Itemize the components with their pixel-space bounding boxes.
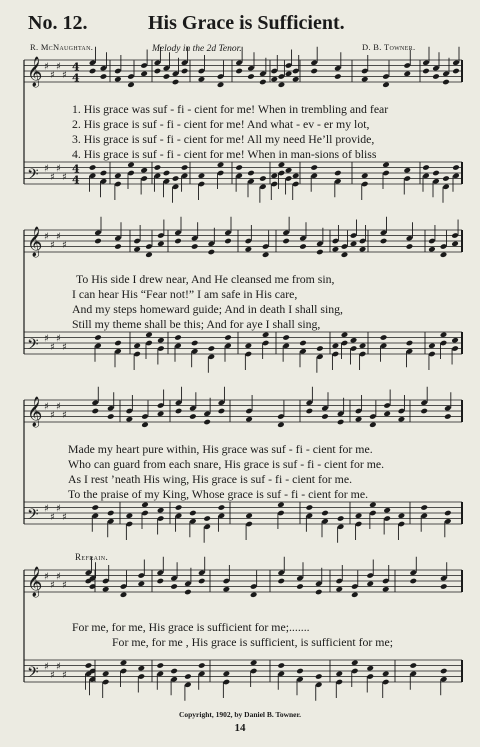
note-head bbox=[361, 76, 369, 83]
treble-clef-icon: 𝄞 bbox=[27, 226, 43, 257]
note-head bbox=[292, 172, 300, 179]
note-head bbox=[198, 578, 206, 585]
note-head bbox=[184, 589, 192, 596]
lyric-line: And my steps homeward guide; And in death I shall sing, bbox=[72, 302, 343, 316]
note-head bbox=[100, 73, 108, 80]
note-head bbox=[224, 238, 232, 245]
note-head bbox=[409, 578, 417, 585]
note-head bbox=[270, 172, 278, 179]
sharp-icon: ♯ bbox=[62, 69, 67, 81]
note-head bbox=[127, 161, 135, 168]
lyric-line: To the praise of my King, Whose grace is suf - fi - cient for me. bbox=[68, 487, 369, 501]
note-head bbox=[278, 161, 286, 168]
note-head bbox=[245, 512, 253, 519]
bass-clef-icon: 𝄢 bbox=[27, 505, 39, 527]
note-head bbox=[444, 510, 452, 517]
note-head bbox=[235, 164, 243, 171]
note-head bbox=[315, 589, 323, 596]
treble-clef-icon: 𝄞 bbox=[27, 396, 43, 427]
note-head bbox=[184, 673, 192, 680]
sharp-icon: ♯ bbox=[62, 669, 67, 681]
note-head bbox=[140, 167, 148, 174]
note-head bbox=[114, 172, 122, 179]
treble-clef-icon: 𝄞 bbox=[27, 566, 43, 597]
note-head bbox=[306, 408, 314, 415]
note-head bbox=[341, 331, 349, 338]
note-head bbox=[355, 512, 363, 519]
sharp-icon: ♯ bbox=[44, 61, 49, 73]
note-head bbox=[198, 172, 206, 179]
lyric-line: For me, for me , His grace is sufficient, is sufficient for me; bbox=[112, 635, 393, 649]
note-head bbox=[189, 413, 197, 420]
note-head bbox=[126, 512, 134, 519]
time-signature: 4 bbox=[72, 71, 80, 85]
note-head bbox=[114, 76, 122, 83]
note-head bbox=[120, 659, 128, 666]
sharp-icon: ♯ bbox=[50, 579, 55, 591]
note-head bbox=[296, 668, 304, 675]
note-head bbox=[355, 416, 363, 423]
sharp-icon: ♯ bbox=[50, 669, 55, 681]
note-head bbox=[409, 662, 417, 669]
note-head bbox=[141, 501, 149, 508]
sharp-icon: ♯ bbox=[56, 61, 61, 73]
refrain-label: Refrain. bbox=[75, 552, 109, 562]
bass-clef-icon: 𝄢 bbox=[27, 663, 39, 685]
note-head bbox=[223, 670, 231, 677]
note-head bbox=[403, 167, 411, 174]
note-head bbox=[334, 73, 342, 80]
note-head bbox=[170, 668, 178, 675]
note-head bbox=[163, 73, 171, 80]
note-head bbox=[285, 70, 293, 77]
sharp-icon: ♯ bbox=[44, 333, 49, 345]
lyric-line: To His side I drew near, And He cleansed me from sin, bbox=[76, 272, 335, 286]
note-head bbox=[218, 408, 226, 415]
note-head bbox=[350, 337, 358, 344]
note-head bbox=[102, 670, 110, 677]
lyric-line: Who can guard from each snare, His grace is suf - fi - cient for me. bbox=[68, 457, 385, 471]
note-head bbox=[247, 73, 255, 80]
note-head bbox=[163, 170, 171, 177]
note-head bbox=[403, 70, 411, 77]
time-signature: 4 bbox=[72, 162, 80, 176]
sharp-icon: ♯ bbox=[56, 231, 61, 243]
note-head bbox=[203, 419, 211, 426]
note-head bbox=[208, 345, 216, 352]
note-head bbox=[361, 172, 369, 179]
note-head bbox=[440, 583, 448, 590]
note-head bbox=[380, 334, 388, 341]
sharp-icon: ♯ bbox=[56, 163, 61, 175]
note-head bbox=[296, 583, 304, 590]
note-head bbox=[145, 251, 153, 258]
note-head bbox=[382, 161, 390, 168]
note-head bbox=[337, 419, 345, 426]
note-head bbox=[432, 170, 440, 177]
note-head bbox=[306, 504, 314, 511]
note-head bbox=[91, 504, 99, 511]
note-head bbox=[292, 76, 300, 83]
note-head bbox=[277, 662, 285, 669]
note-head bbox=[94, 238, 102, 245]
note-head bbox=[157, 337, 165, 344]
note-head bbox=[282, 238, 290, 245]
note-head bbox=[351, 591, 359, 598]
lyric-line: 2. His grace is suf - fi - cient for me! And what - ev - er my lot, bbox=[72, 117, 370, 131]
note-head bbox=[154, 68, 162, 75]
note-head bbox=[235, 68, 243, 75]
note-head bbox=[174, 334, 182, 341]
note-head bbox=[315, 673, 323, 680]
note-head bbox=[382, 586, 390, 593]
sharp-icon: ♯ bbox=[44, 231, 49, 243]
note-head bbox=[398, 416, 406, 423]
sharp-icon: ♯ bbox=[44, 571, 49, 583]
sharp-icon: ♯ bbox=[56, 661, 61, 673]
note-head bbox=[452, 164, 460, 171]
note-head bbox=[191, 340, 199, 347]
note-head bbox=[341, 251, 349, 258]
note-head bbox=[428, 342, 436, 349]
sharp-icon: ♯ bbox=[44, 401, 49, 413]
note-head bbox=[428, 246, 436, 253]
bass-clef-icon: 𝄢 bbox=[27, 165, 39, 187]
note-head bbox=[259, 79, 267, 86]
note-head bbox=[420, 408, 428, 415]
note-head bbox=[138, 580, 146, 587]
lyric-line: 4. His grace is suf - fi - cient for me! When in man-sions of bliss bbox=[72, 147, 377, 161]
note-head bbox=[133, 246, 141, 253]
note-head bbox=[335, 586, 343, 593]
note-head bbox=[181, 68, 189, 75]
note-head bbox=[422, 68, 430, 75]
note-head bbox=[170, 583, 178, 590]
sharp-icon: ♯ bbox=[50, 511, 55, 523]
note-head bbox=[451, 337, 459, 344]
note-head bbox=[172, 79, 180, 86]
note-head bbox=[218, 504, 226, 511]
treble-clef-icon: 𝄞 bbox=[27, 56, 43, 87]
note-head bbox=[337, 515, 345, 522]
lyric-line: As I rest ’neath His wing, His grace is suf - fi - cient for me. bbox=[68, 472, 353, 486]
note-head bbox=[91, 408, 99, 415]
lyric-line: 1. His grace was suf - fi - cient for me! When in trembling and fear bbox=[72, 102, 389, 116]
note-head bbox=[203, 515, 211, 522]
note-head bbox=[359, 246, 367, 253]
note-head bbox=[157, 240, 165, 247]
note-head bbox=[350, 240, 358, 247]
note-head bbox=[224, 334, 232, 341]
note-head bbox=[321, 413, 329, 420]
page-number: 14 bbox=[234, 722, 246, 734]
note-head bbox=[440, 668, 448, 675]
note-head bbox=[440, 251, 448, 258]
note-head bbox=[250, 591, 258, 598]
note-head bbox=[262, 331, 270, 338]
note-head bbox=[335, 670, 343, 677]
composer-credit: D. B. Towner. bbox=[362, 42, 416, 52]
note-head bbox=[285, 167, 293, 174]
note-head bbox=[420, 504, 428, 511]
note-head bbox=[432, 73, 440, 80]
note-head bbox=[262, 251, 270, 258]
note-head bbox=[245, 246, 253, 253]
note-head bbox=[157, 507, 165, 514]
copyright-notice: Copyright, 1902, by Daniel B. Towner. bbox=[178, 710, 302, 719]
sharp-icon: ♯ bbox=[56, 571, 61, 583]
note-head bbox=[181, 164, 189, 171]
note-head bbox=[369, 501, 377, 508]
note-head bbox=[398, 512, 406, 519]
note-head bbox=[140, 70, 148, 77]
note-head bbox=[310, 164, 318, 171]
sharp-icon: ♯ bbox=[56, 503, 61, 515]
note-head bbox=[422, 164, 430, 171]
hymn-title: His Grace is Sufficient. bbox=[148, 12, 345, 34]
note-head bbox=[351, 659, 359, 666]
note-head bbox=[157, 410, 165, 417]
note-head bbox=[278, 81, 286, 88]
note-head bbox=[332, 342, 340, 349]
note-head bbox=[366, 580, 374, 587]
note-head bbox=[270, 76, 278, 83]
note-head bbox=[107, 510, 115, 517]
sharp-icon: ♯ bbox=[62, 511, 67, 523]
note-head bbox=[442, 175, 450, 182]
note-head bbox=[156, 578, 164, 585]
note-head bbox=[359, 342, 367, 349]
note-head bbox=[282, 334, 290, 341]
note-head bbox=[451, 240, 459, 247]
note-head bbox=[406, 340, 414, 347]
note-head bbox=[120, 591, 128, 598]
sharp-icon: ♯ bbox=[62, 341, 67, 353]
note-head bbox=[316, 249, 324, 256]
sharp-icon: ♯ bbox=[50, 409, 55, 421]
note-head bbox=[452, 68, 460, 75]
melody-note: Melody in the 2d Tenor. bbox=[152, 44, 242, 54]
note-head bbox=[277, 421, 285, 428]
note-head bbox=[114, 340, 122, 347]
sharp-icon: ♯ bbox=[50, 171, 55, 183]
note-head bbox=[198, 662, 206, 669]
note-head bbox=[217, 81, 225, 88]
note-head bbox=[217, 161, 225, 168]
note-head bbox=[100, 170, 108, 177]
note-head bbox=[277, 501, 285, 508]
sharp-icon: ♯ bbox=[50, 239, 55, 251]
note-head bbox=[259, 175, 267, 182]
sharp-icon: ♯ bbox=[62, 239, 67, 251]
note-head bbox=[316, 345, 324, 352]
note-head bbox=[245, 342, 253, 349]
note-head bbox=[175, 504, 183, 511]
note-head bbox=[191, 243, 199, 250]
sharp-icon: ♯ bbox=[56, 333, 61, 345]
sharp-icon: ♯ bbox=[62, 409, 67, 421]
note-head bbox=[250, 659, 258, 666]
note-head bbox=[321, 510, 329, 517]
note-head bbox=[299, 340, 307, 347]
note-head bbox=[127, 81, 135, 88]
note-head bbox=[299, 243, 307, 250]
note-head bbox=[174, 238, 182, 245]
note-head bbox=[277, 578, 285, 585]
note-head bbox=[245, 416, 253, 423]
note-head bbox=[382, 81, 390, 88]
lyric-line: 3. His grace is suf - fi - cient for me! All my need He’ll provide, bbox=[72, 132, 375, 146]
note-head bbox=[369, 421, 377, 428]
note-head bbox=[310, 68, 318, 75]
note-head bbox=[380, 238, 388, 245]
note-head bbox=[189, 510, 197, 517]
note-head bbox=[382, 670, 390, 677]
note-head bbox=[154, 164, 162, 171]
note-head bbox=[172, 175, 180, 182]
note-head bbox=[334, 170, 342, 177]
note-head bbox=[145, 331, 153, 338]
note-head bbox=[94, 334, 102, 341]
note-head bbox=[133, 342, 141, 349]
note-head bbox=[102, 586, 110, 593]
lyric-line: Still my theme shall be this; And for aye I shall sing, bbox=[72, 317, 321, 331]
sharp-icon: ♯ bbox=[56, 401, 61, 413]
sharp-icon: ♯ bbox=[44, 661, 49, 673]
time-signature: 4 bbox=[72, 173, 80, 187]
sharp-icon: ♯ bbox=[44, 163, 49, 175]
note-head bbox=[332, 246, 340, 253]
note-head bbox=[208, 249, 216, 256]
note-head bbox=[141, 421, 149, 428]
note-head bbox=[406, 243, 414, 250]
note-head bbox=[383, 507, 391, 514]
time-signature: 4 bbox=[72, 60, 80, 74]
hymn-number: No. 12. bbox=[28, 12, 88, 34]
sharp-icon: ♯ bbox=[44, 503, 49, 515]
note-head bbox=[366, 665, 374, 672]
lyricist-credit: R. McNaughtan. bbox=[30, 42, 94, 52]
note-head bbox=[85, 662, 93, 669]
note-head bbox=[126, 416, 134, 423]
sharp-icon: ♯ bbox=[62, 171, 67, 183]
note-head bbox=[444, 413, 452, 420]
note-head bbox=[89, 164, 97, 171]
note-head bbox=[223, 586, 231, 593]
note-head bbox=[175, 408, 183, 415]
note-head bbox=[107, 413, 115, 420]
note-head bbox=[198, 76, 206, 83]
note-head bbox=[247, 170, 255, 177]
note-head bbox=[442, 79, 450, 86]
note-head bbox=[383, 410, 391, 417]
note-head bbox=[89, 68, 97, 75]
lyric-line: Made my heart pure within, His grace was suf - fi - cient for me. bbox=[68, 442, 373, 456]
note-head bbox=[440, 331, 448, 338]
note-head bbox=[138, 665, 146, 672]
note-head bbox=[114, 243, 122, 250]
sharp-icon: ♯ bbox=[50, 341, 55, 353]
bass-clef-icon: 𝄢 bbox=[27, 335, 39, 357]
lyric-line: For me, for me, His grace is sufficient for me;....... bbox=[72, 620, 310, 634]
sharp-icon: ♯ bbox=[62, 579, 67, 591]
note-head bbox=[156, 662, 164, 669]
lyric-line: I can hear His “Fear not!” I am safe in His care, bbox=[72, 287, 298, 301]
sharp-icon: ♯ bbox=[50, 69, 55, 81]
